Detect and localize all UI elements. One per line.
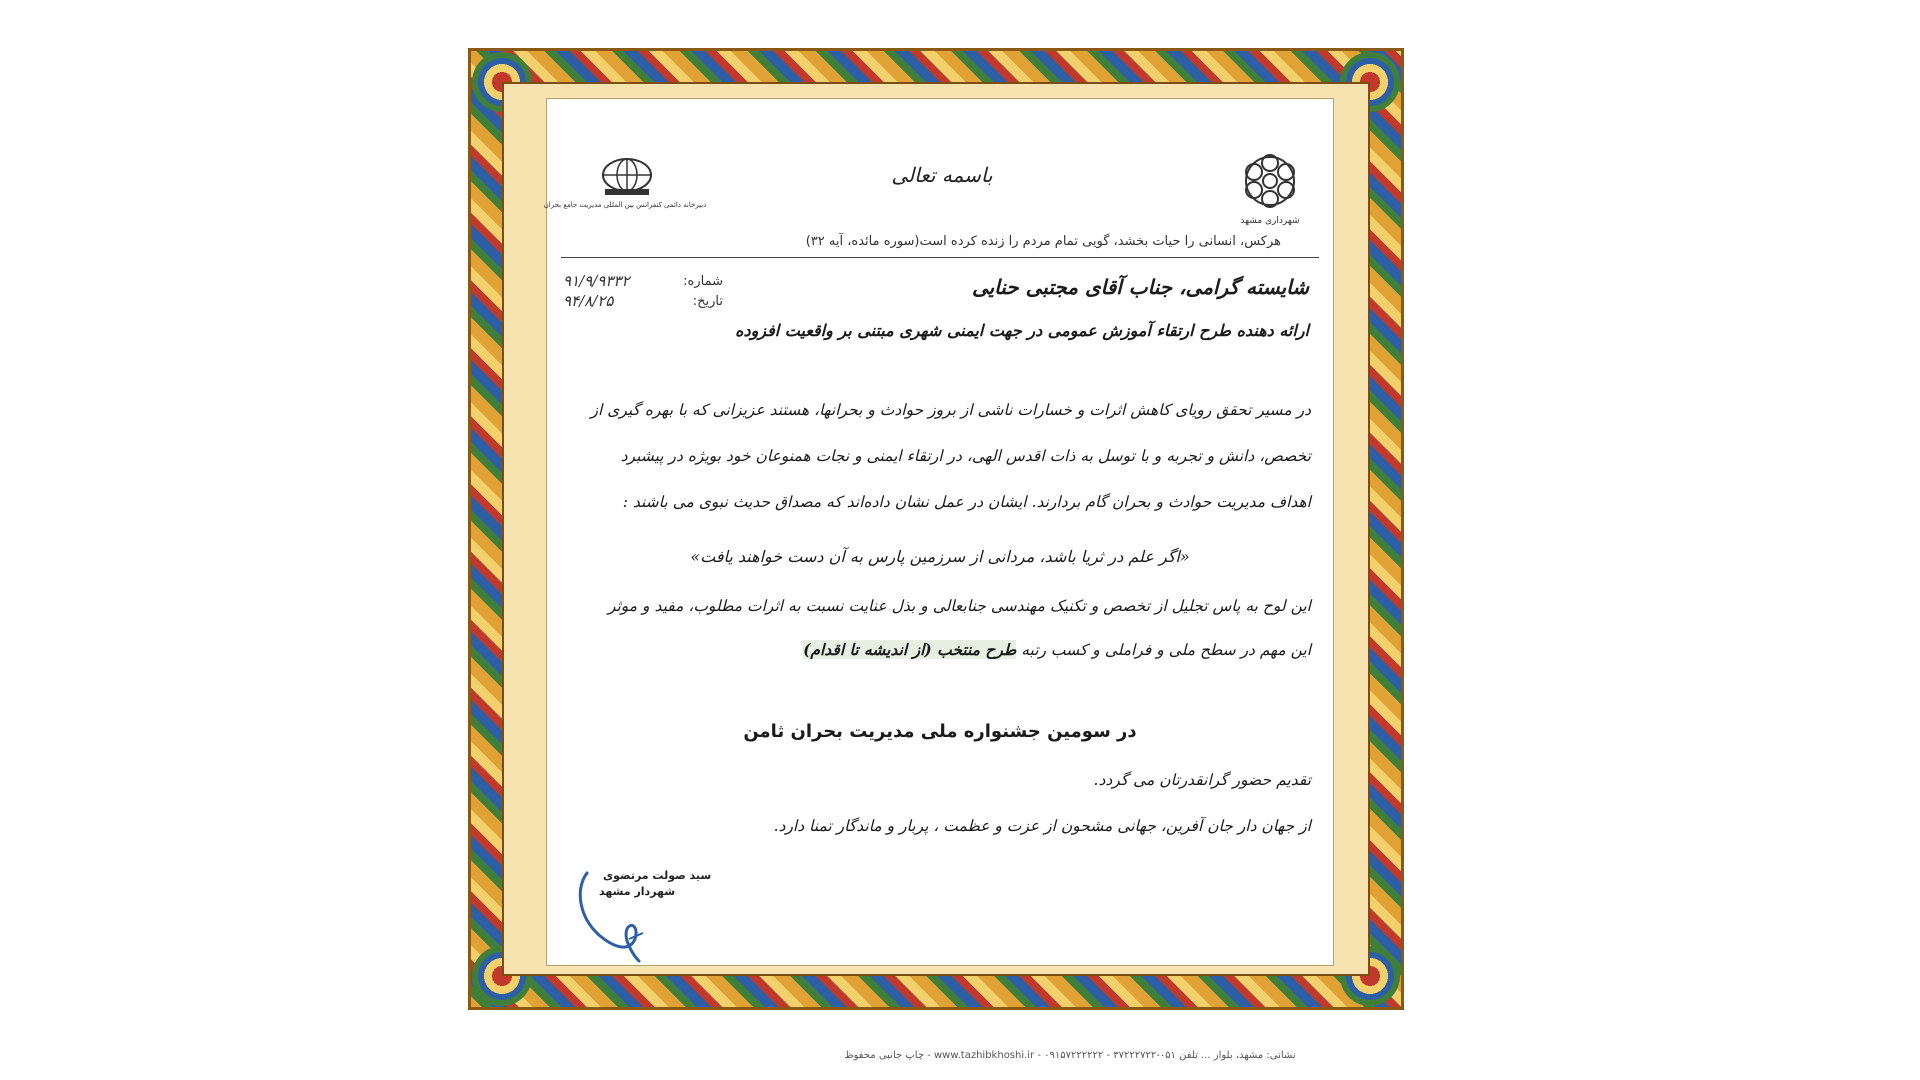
award-title-highlight: طرح منتخب (از اندیشه تا اقدام) — [803, 640, 1017, 659]
date-value: ۹۴/۸/۲۵ — [563, 292, 614, 310]
quran-verse: هرکس، انسانی را حیات بخشد، گویی تمام مردم را زنده کرده است(سوره مائده، آیه ۳۲) — [805, 234, 1281, 249]
recipient-line: شایسته گرامی، جناب آقای مجتبی حنایی — [971, 275, 1309, 299]
signer-title: شهردار مشهد — [599, 885, 676, 898]
body-line-5-text: این مهم در سطح ملی و فراملی و کسب رتبه — [1021, 641, 1311, 659]
signer-name: سید صولت مرتضوی — [603, 869, 712, 882]
body-line-1: در مسیر تحقق رویای کاهش اثرات و خسارات ناشی از بروز حوادث و بحرانها، هستند عزیزانی که با بهره گیری از — [590, 401, 1311, 419]
municipality-logo-icon — [1233, 149, 1307, 229]
svg-text:دبیرخانه دائمی کنفرانس بین الم: دبیرخانه دائمی کنفرانس بین المللی مدیریت جامع بحران — [543, 201, 707, 209]
body-line-6: تقدیم حضور گرانقدرتان می گردد. — [1093, 771, 1311, 789]
number-label: شماره: — [683, 273, 723, 289]
body-line-4: این لوح به پاس تجلیل از تخصص و تکنیک مهندسی جنابعالی و بذل عنایت نسبت به اثرات مطلوب، مفید و موثر — [607, 597, 1311, 615]
footer-contact: نشانی: مشهد، بلوار ... تلفن ۰۵۱-۳۷۲۲۲۷۲۲ - ۰۹۱۵۷۲۲۲۲۲۲ - www.tazhibkhoshi.ir - چاپ جانبی محفوظ — [844, 1050, 1296, 1061]
body-line-2: تخصص، دانش و تجربه و با توسل به ذات اقدس الهی، در ارتقاء ایمنی و نجات همنوعان خود بویژه در پیشبرد — [620, 447, 1311, 465]
signature-icon — [569, 869, 689, 965]
page-title: باسمه تعالی — [891, 163, 993, 187]
number-row — [563, 271, 723, 291]
header-divider — [561, 257, 1319, 258]
globe-logo-icon — [543, 149, 707, 229]
date-row — [563, 291, 723, 311]
date-label: تاریخ: — [692, 293, 723, 309]
body-line-3: اهداف مدیریت حوادث و بحران گام بردارند. ایشان در عمل نشان داده‌اند که مصداق حدیث نبوی می باشند : — [622, 493, 1311, 511]
reference-block — [563, 271, 723, 311]
number-value: ۹۱/۹/۹۳۳۲ — [563, 272, 630, 290]
body-line-5 — [569, 639, 1311, 661]
certificate-paper — [543, 98, 1334, 966]
svg-text:شهرداری مشهد: شهرداری مشهد — [1240, 216, 1300, 226]
body-line-7: از جهان دار جان آفرین، جهانی مشحون از عزت و عظمت ، پربار و ماندگار تمنا دارد. — [773, 817, 1311, 835]
subject-line: ارائه دهنده طرح ارتقاء آموزش عمومی در جهت ایمنی شهری مبتنی بر واقعیت افزوده — [735, 321, 1309, 340]
crisis-management-logo — [543, 149, 707, 229]
festival-title: در سومین جشنواره ملی مدیریت بحران ثامن — [743, 721, 1137, 742]
hadith-quote: «اگر علم در ثریا باشد، مردانی از سرزمین پارس به آن دست خواهند یافت» — [690, 547, 1190, 566]
municipality-logo — [1233, 149, 1307, 229]
signature-block — [569, 869, 712, 965]
